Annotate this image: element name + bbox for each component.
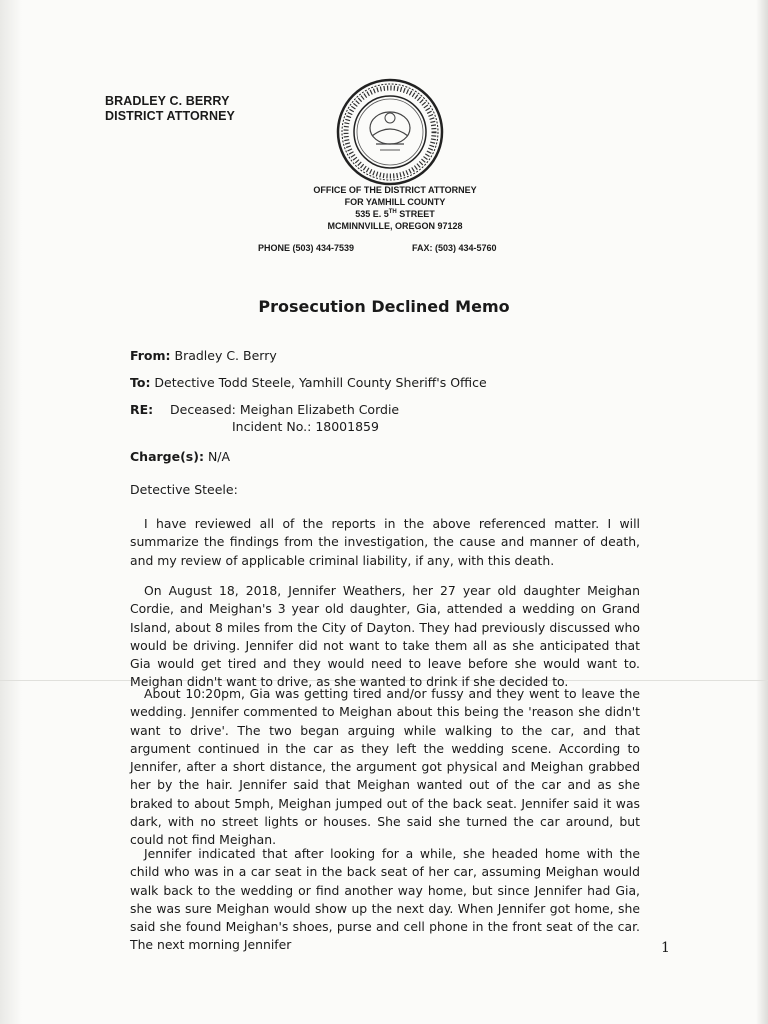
attorney-name: BRADLEY C. BERRY <box>105 94 230 108</box>
office-line: OFFICE OF THE DISTRICT ATTORNEY <box>313 185 477 195</box>
office-city: MCMINNVILLE, OREGON 97128 <box>327 221 463 231</box>
charges-label: Charge(s): <box>130 449 204 464</box>
county-seal-icon <box>336 78 444 186</box>
paragraph-2: On August 18, 2018, Jennifer Weathers, her 27 year old daughter Meighan Cordie, and Meighan's 3 year old daughter, Gia, attended a wedding on Grand Island, about 8 miles from the City of Dayton. They had previously discussed who would be driving. Jennifer did not want to take them all as she anticipated that Gia would get tired and they would need to leave before she would want to. Meighan didn't want to drive, as she wanted to drink if she decided to. <box>130 583 640 690</box>
charges-line <box>130 449 230 465</box>
charges-value: N/A <box>203 449 231 464</box>
phone-number: PHONE (503) 434-7539 <box>258 243 355 253</box>
re-label: RE: <box>130 402 154 417</box>
contact-line <box>258 242 548 254</box>
re-line <box>130 401 399 419</box>
to-label: To: <box>130 375 151 390</box>
office-county: FOR YAMHILL COUNTY <box>344 197 446 207</box>
attorney-title: DISTRICT ATTORNEY <box>105 109 235 123</box>
re-value: Deceased: Meighan Elizabeth Cordie <box>170 402 400 417</box>
fax-number: FAX: (503) 434-5760 <box>412 243 497 253</box>
incident-number: Incident No.: 18001859 <box>232 419 379 434</box>
paragraph-1: I have reviewed all of the reports in the above referenced matter. I will summarize the findings from the investigation, the cause and manner of death, and my review of applicable criminal liability, if any, with this death. <box>130 516 640 568</box>
from-line <box>130 348 277 364</box>
scan-edge-left <box>0 0 22 1024</box>
salutation: Detective Steele: <box>130 482 238 497</box>
office-street: 535 E. 5TH STREET <box>355 209 435 219</box>
office-address <box>250 184 540 232</box>
to-value: Detective Todd Steele, Yamhill County Sheriff's Office <box>150 375 487 390</box>
memo-title: Prosecution Declined Memo <box>258 297 510 316</box>
attorney-block <box>105 94 235 124</box>
page-number: 1 <box>661 940 670 956</box>
paragraph-4: Jennifer indicated that after looking for a while, she headed home with the child who was in a car seat in the back seat of her car, assuming Meighan would walk back to the wedding or find another way home, but since Jennifer had Gia, she was sure Meighan would show up the next day. When Jennifer got home, she said she found Meighan's shoes, purse and cell phone in the front seat of the car. The next morning Jennifer <box>130 846 640 953</box>
from-value: Bradley C. Berry <box>170 348 277 363</box>
from-label: From: <box>130 348 171 363</box>
paragraph-3: About 10:20pm, Gia was getting tired and/or fussy and they went to leave the wedding. Jennifer commented to Meighan about this being the 'reason she didn't want to drive'. The two began arguing while walking to the car, and that argument continued in the car as they left the wedding scene. According to Jennifer, after a short distance, the argument got physical and Meighan grabbed her by the hair. Jennifer said that Meighan wanted out of the car and as she braked to about 5mph, Meighan jumped out of the back seat. Jennifer said it was dark, with no street lights or houses. She said she turned the car around, but could not find Meighan. <box>130 686 640 848</box>
scan-edge-right <box>756 0 768 1024</box>
to-line <box>130 375 487 391</box>
